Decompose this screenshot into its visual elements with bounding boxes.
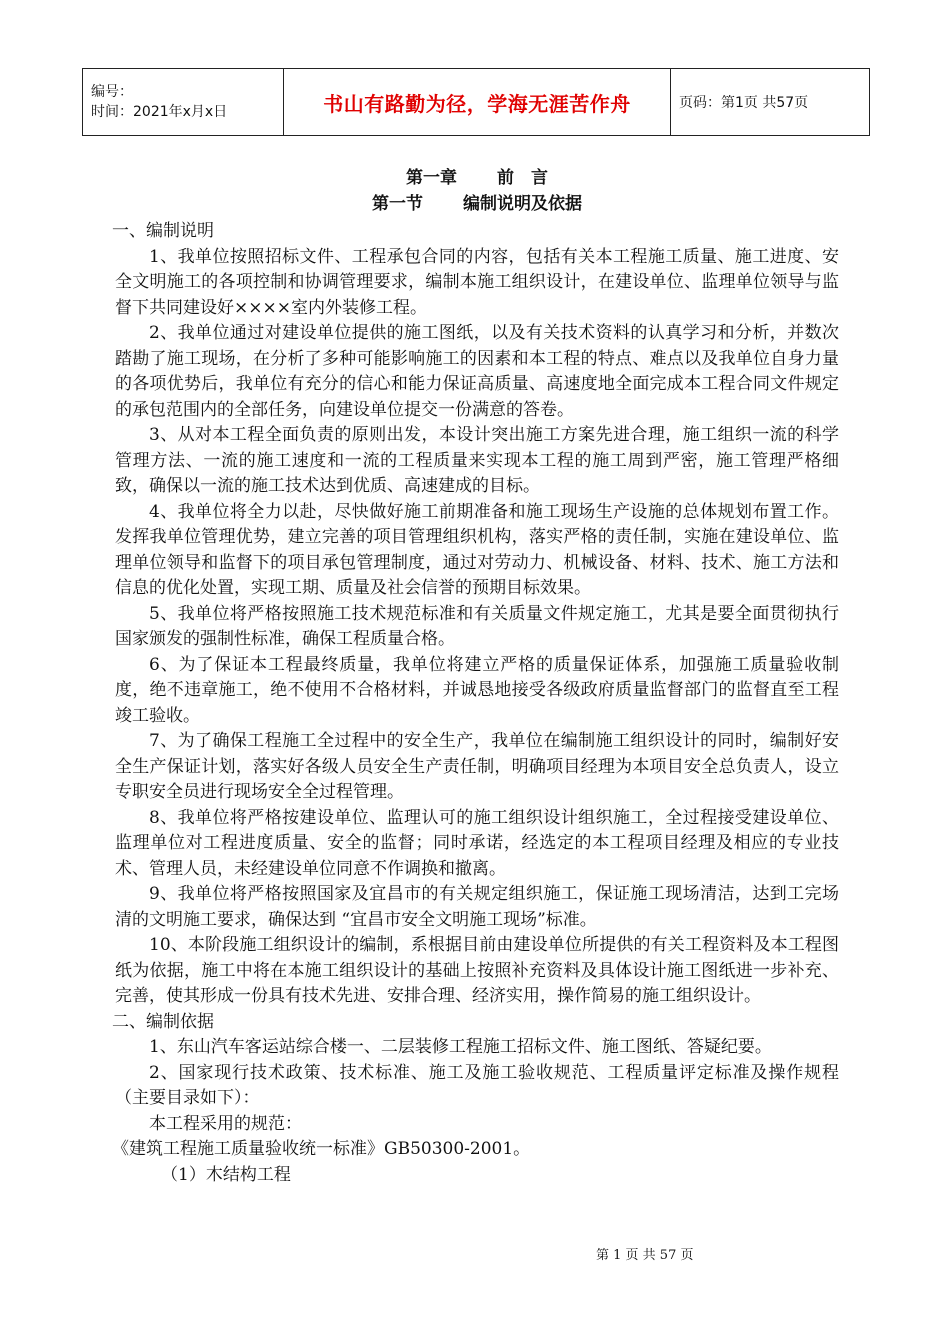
paragraph: 7、为了确保工程施工全过程中的安全生产，我单位在编制施工组织设计的同时，编制好安全生产保证计划，落实好各级人员安全生产责任制，明确项目经理为本项目安全总负责人，设立专职安全员进行现场安全全过程管理。 [115,731,839,802]
part2-heading: 二、编制依据 [112,1011,214,1032]
document-number-label: 编号： [91,84,133,100]
part1-heading: 一、编制说明 [112,221,214,241]
chapter-number: 第一章 [406,168,457,188]
paragraph: 6、为了保证本工程最终质量，我单位将建立严格的质量保证体系，加强施工质量验收制度，绝不违章施工，绝不使用不合格材料，并诚恳地接受各级政府质量监督部门的监督直至工程竣工验收。 [115,654,839,726]
paragraph: 5、我单位将严格按照施工技术规范标准和有关质量文件规定施工，尤其是要全面贯彻执行国家颁发的强制性标准，确保工程质量合格。 [115,603,839,649]
document-body [112,166,839,1188]
document-date: 时间：2021年x月x日 [91,104,228,120]
section-name: 编制说明及依据 [463,194,582,214]
standard-item: 《建筑工程施工质量验收统一标准》GB50300-2001。 [112,1139,531,1159]
list-item: （1）木结构工程 [161,1164,291,1185]
paragraph: 2、我单位通过对建设单位提供的施工图纸，以及有关技术资料的认真学习和分析，并数次踏勘了施工现场，在分析了多种可能影响施工的因素和本工程的特点、难点以及我单位自身力量的各项优势后，我单位有充分的信心和能力保证高质量、高速度地全面完成本工程合同文件规定的承包范围内的全部任务，向建设单位提交一份满意的答卷。 [115,323,839,420]
header-meta-cell [83,69,284,136]
paragraph: 4、我单位将全力以赴，尽快做好施工前期准备和施工现场生产设施的总体规划布置工作。发挥我单位管理优势，建立完善的项目管理组织机构，落实严格的责任制，实施在建设单位、监理单位领导和监督下的项目承包管理制度，通过对劳动力、机械设备、材料、技术、施工方法和信息的优化处置，实现工期、质量及社会信誉的预期目标效果。 [115,501,839,598]
section-title [115,191,839,217]
footer-page-number: 第 1 页 共 57 页 [596,1248,694,1263]
paragraph: 1、东山汽车客运站综合楼一、二层装修工程施工招标文件、施工图纸、答疑纪要。 [149,1037,772,1057]
chapter-title [115,166,839,191]
chapter-name: 前 言 [497,168,548,188]
section-number: 第一节 [372,194,423,214]
paragraph: 9、我单位将严格按照国家及宜昌市的有关规定组织施工，保证施工现场清洁，达到工完场清的文明施工要求，确保达到 “宜昌市安全文明施工现场”标准。 [115,884,839,930]
header-page-info: 页码：第1页 共57页 [671,69,870,136]
paragraph: 1、我单位按照招标文件、工程承包合同的内容，包括有关本工程施工质量、施工进度、安全文明施工的各项控制和协调管理要求，编制本施工组织设计，在建设单位、监理单位领导与监督下共同建设好××××室内外装修工程。 [115,246,839,318]
paragraph: 10、本阶段施工组织设计的编制，系根据目前由建设单位所提供的有关工程资料及本工程图纸为依据，施工中将在本施工组织设计的基础上按照补充资料及具体设计施工图纸进一步补充、完善，使其形成一份具有技术先进、安排合理、经济实用，操作简易的施工组织设计。 [115,935,839,1006]
paragraph: 8、我单位将严格按建设单位、监理认可的施工组织设计组织施工，全过程接受建设单位、监理单位对工程进度质量、安全的监督；同时承诺，经选定的本工程项目经理及相应的专业技术、管理人员，未经建设单位同意不作调换和撤离。 [115,807,839,879]
paragraph: 3、从对本工程全面负责的原则出发，本设计突出施工方案先进合理，施工组织一流的科学管理方法、一流的施工速度和一流的工程质量来实现本工程的施工周到严密，施工管理严格细致，确保以一流的施工技术达到优质、高速建成的目标。 [115,425,839,496]
standards-intro: 本工程采用的规范： [149,1113,302,1134]
header-motto: 书山有路勤为径，学海无涯苦作舟 [284,69,671,136]
paragraph: 2、国家现行技术政策、技术标准、施工及施工验收规范、工程质量评定标准及操作规程（主要目录如下）： [115,1062,839,1108]
document-header [82,68,870,136]
